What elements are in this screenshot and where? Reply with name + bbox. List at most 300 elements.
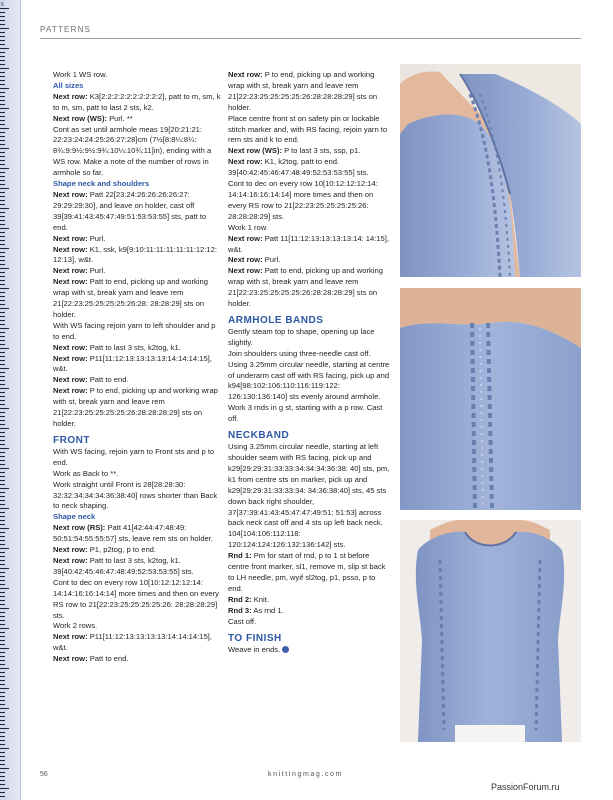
- ruler-tick: [0, 644, 5, 645]
- ruler-tick: [0, 452, 5, 453]
- row-label: Next row:: [228, 70, 263, 79]
- ruler-tick: [0, 468, 9, 469]
- ruler-tick: [0, 400, 5, 401]
- instruction-text: Work 1 WS row.: [53, 70, 108, 79]
- instruction-paragraph: [228, 327, 390, 349]
- ruler-tick: [0, 560, 5, 561]
- instruction-text: Patt to end.: [87, 375, 129, 385]
- ruler-tick: [0, 372, 5, 373]
- photo-shoulder-image: [400, 64, 581, 277]
- ruler-tick: [0, 336, 5, 337]
- ruler-tick: [0, 236, 5, 237]
- ruler-tick: [0, 444, 5, 445]
- ruler-tick: [0, 124, 5, 125]
- ruler-tick: [0, 448, 9, 449]
- instruction-paragraph: [53, 70, 221, 81]
- ruler-tick: [0, 588, 9, 589]
- ruler-tick: [0, 612, 5, 613]
- text-column-left: [53, 70, 221, 665]
- instruction-paragraph: [53, 321, 221, 343]
- ruler-tick: [0, 340, 5, 341]
- ruler-tick: [0, 620, 5, 621]
- instruction-text: TO FINISH: [228, 632, 282, 644]
- instruction-paragraph: [228, 551, 390, 595]
- ruler-tick: [0, 416, 5, 417]
- instruction-paragraph: [228, 360, 390, 404]
- ruler-tick: [0, 368, 9, 369]
- instruction-text: Purl.: [87, 266, 106, 276]
- ruler-tick: [0, 152, 5, 153]
- ruler-tick: [0, 640, 5, 641]
- ruler-tick: [0, 596, 5, 597]
- instruction-text: Patt 41[42:44:47:48:49: 50:51:54:55:55:57] sts, leave rem sts on holder.: [53, 523, 213, 544]
- ruler-tick: [0, 96, 5, 97]
- instruction-text: Purl.: [87, 233, 106, 243]
- ruler-tick: [0, 728, 9, 729]
- instruction-text: Work straight until Front is 28[28:28:30: 32:32:34:34:34:36:38:40] rows shorter than Back to neck shaping.: [53, 479, 218, 511]
- ruler-tick: [0, 548, 9, 549]
- ruler-tick: [0, 84, 5, 85]
- instruction-text: K1, k2tog, patt to end. 39[40:42:45:46:47:48:49:52:53:53:55] sts.: [228, 157, 369, 178]
- ruler-tick: [0, 520, 5, 521]
- ruler-tick: [0, 176, 5, 177]
- ruler-tick: [0, 404, 5, 405]
- ruler-tick: [0, 692, 5, 693]
- ruler-tick: [0, 684, 5, 685]
- ruler-tick: [0, 100, 5, 101]
- instruction-paragraph: [53, 621, 221, 632]
- ruler-tick: [0, 204, 5, 205]
- instruction-text: Using 3.25mm circular needle, starting at centre of underarm cast off with RS facing, pick up and k94[98:102:106:110:116:119:122: 126:130:136:140] sts evenly around armhole.: [228, 359, 390, 402]
- ruler-tick: [0, 48, 9, 49]
- instruction-text: Purl. **: [107, 113, 133, 123]
- instruction-paragraph: [53, 375, 221, 386]
- row-label: Next row:: [53, 244, 88, 254]
- instruction-paragraph: [228, 606, 390, 617]
- ruler-tick: [0, 172, 5, 173]
- instruction-paragraph: [228, 442, 390, 551]
- ruler-tick: [0, 36, 5, 37]
- instruction-text: FRONT: [53, 434, 90, 446]
- row-label: Next row:: [53, 342, 88, 352]
- ruler-tick: [0, 12, 5, 13]
- instruction-paragraph: [228, 255, 390, 266]
- instruction-paragraph: [228, 617, 390, 628]
- row-label: Next row:: [53, 353, 88, 363]
- ruler-tick: [0, 312, 5, 313]
- ruler-tick: [0, 380, 5, 381]
- ruler-tick: [0, 216, 5, 217]
- instruction-text: Patt to last 3 sts, k2tog, k1.: [87, 342, 181, 352]
- page-number: 56: [40, 771, 48, 778]
- instruction-text: Purl.: [262, 255, 281, 265]
- ruler-tick: [0, 488, 9, 489]
- ruler-tick: [0, 252, 5, 253]
- ruler-tick: [0, 164, 5, 165]
- ruler-tick: [0, 240, 5, 241]
- instruction-paragraph: [53, 114, 221, 125]
- ruler-tick: [0, 784, 5, 785]
- ruler-tick: [0, 516, 5, 517]
- ruler-tick: [0, 276, 5, 277]
- instruction-paragraph: [228, 403, 390, 425]
- ruler-tick: [0, 356, 5, 357]
- row-label: Rnd 1:: [228, 551, 252, 561]
- instruction-paragraph: [53, 386, 221, 430]
- instruction-text: ARMHOLE BANDS: [228, 314, 324, 326]
- instruction-paragraph: [53, 556, 221, 578]
- instruction-paragraph: [53, 190, 221, 234]
- instruction-text: Place centre front st on safety pin or lockable stitch marker and, with RS facing, rejoin yarn to rem sts and k to end.: [228, 113, 388, 145]
- section-heading: [228, 314, 390, 327]
- instruction-text: Gently steam top to shape, opening up lace slightly.: [228, 326, 375, 347]
- ruler-tick: [0, 208, 9, 209]
- ruler-tick: [0, 440, 5, 441]
- ruler-tick: [0, 56, 5, 57]
- footer-site: knittingmag.com: [268, 771, 343, 778]
- row-label: Next row:: [53, 91, 88, 101]
- ruler-tick: [0, 28, 9, 29]
- instruction-paragraph: [53, 92, 221, 114]
- watermark: PassionForum.ru: [491, 782, 560, 792]
- ruler-tick: [0, 604, 5, 605]
- ruler-tick: [0, 772, 5, 773]
- row-label: Next row:: [228, 266, 263, 276]
- ruler-tick: [0, 584, 5, 585]
- ruler-tick: [0, 140, 5, 141]
- ruler-tick: [0, 260, 5, 261]
- ruler-tick: [0, 768, 9, 769]
- instruction-text: Using 3.25mm circular needle, starting at left shoulder seam with RS facing, pick up and k29[29:29:31:33:33:34:34:34:36:38: 40] sts, pm, k1 from centre sts on marker, pick up and k29[29:29:31:33:33:34: 34:36:38:40] sts, 45 sts down back right shoulder, 37[37:39:41:43:45:47:47:49:51: 51:53] across back neck cast off and 4 sts up left back neck. 104[104:106:112:118: 120:124:124:126:132:136:142] sts.: [228, 442, 390, 550]
- ruler-tick: [0, 716, 5, 717]
- instruction-paragraph: [228, 179, 390, 223]
- ruler-tick: [0, 708, 9, 709]
- row-label: Next row (RS):: [53, 523, 106, 533]
- instruction-paragraph: [228, 266, 390, 310]
- ruler-tick: [0, 524, 5, 525]
- instruction-text: Patt to end, picking up and working wrap with st, break yarn and leave rem 21[22:23:25:25:25:25:26:28:28:28:29] sts on holder.: [228, 266, 383, 309]
- ruler-tick: [0, 780, 5, 781]
- row-label: Next row:: [53, 189, 88, 199]
- ruler-tick: [0, 88, 9, 89]
- ruler-tick: [0, 608, 9, 609]
- ruler-tick: [0, 412, 5, 413]
- section-heading: [228, 632, 390, 645]
- ruler-tick: [0, 92, 5, 93]
- instruction-paragraph: [228, 70, 390, 114]
- ruler-tick: [0, 756, 5, 757]
- instruction-text: Shape neck and shoulders: [53, 179, 150, 189]
- instruction-text: Work 3 rnds in g st, starting with a p row. Cast off.: [228, 403, 383, 424]
- ruler-tick: [0, 328, 9, 329]
- instruction-text: Cont as set until armhole meas 19[20:21:21: 22:23:24:24:25:26:27:28]cm (7½[8:8¼:8¼: 8¾:9:9½:9½:9¾:10¼:10¾:11]in), ending with a WS row. Make a note of the number of rows in armhole so far.: [53, 124, 212, 178]
- ruler-tick: [0, 420, 5, 421]
- ruler-tick: [0, 40, 5, 41]
- instruction-text: NECKBAND: [228, 430, 290, 442]
- instruction-text: Weave in ends.: [228, 644, 281, 654]
- ruler-tick: [0, 744, 5, 745]
- ruler-tick: [0, 796, 5, 797]
- ruler-tick: [0, 376, 5, 377]
- ruler-tick: [0, 732, 5, 733]
- section-heading: [53, 179, 221, 190]
- ruler-tick: [0, 44, 5, 45]
- ruler-tick: [0, 428, 9, 429]
- ruler-tick: [0, 168, 9, 169]
- ruler-tick: [0, 120, 5, 121]
- ruler-tick: [0, 624, 5, 625]
- ruler-tick: [0, 80, 5, 81]
- ruler-tick: [0, 668, 9, 669]
- instruction-paragraph: [53, 277, 221, 321]
- ruler-tick: [0, 580, 5, 581]
- row-label: Next row:: [53, 545, 88, 555]
- instruction-paragraph: [228, 234, 390, 256]
- instruction-text: Cont to dec on every row 10[10:12:12:12:14: 14:14:16:16:14:14] more times and then on every RS row to 21[22:23:25:25:25:25:26: 28:28:28:29] sts.: [53, 577, 219, 620]
- instruction-text: P1, p2tog, p to end.: [87, 545, 157, 555]
- ruler-tick: [0, 752, 5, 753]
- instruction-text: P to last 3 sts, ssp, p1.: [282, 146, 361, 156]
- ruler-tick: [0, 320, 5, 321]
- ruler-tick: [0, 748, 9, 749]
- ruler-tick: [0, 280, 5, 281]
- ruler-tick: [0, 408, 9, 409]
- ruler-tick: [0, 228, 9, 229]
- ruler-tick: [0, 304, 5, 305]
- section-heading: [53, 434, 221, 447]
- ruler-tick: [0, 332, 5, 333]
- ruler-tick: [0, 324, 5, 325]
- section-heading: [228, 429, 390, 442]
- instruction-paragraph: [53, 266, 221, 277]
- ruler-tick: [0, 256, 5, 257]
- ruler-tick: [0, 480, 5, 481]
- ruler-tick: [0, 512, 5, 513]
- ruler-tick: [0, 296, 5, 297]
- ruler-tick: [0, 736, 5, 737]
- ruler-tick: [0, 680, 5, 681]
- instruction-paragraph: [228, 157, 390, 179]
- ruler-tick: [0, 672, 5, 673]
- row-label: Next row:: [53, 375, 88, 385]
- ruler-tick: [0, 180, 5, 181]
- ruler-tick: [0, 720, 5, 721]
- ruler-tick: [0, 544, 5, 545]
- header-divider: [40, 38, 581, 39]
- instruction-paragraph: [53, 469, 221, 480]
- instruction-text: Patt to end, picking up and working wrap with st, break yarn and leave rem 21[22:23:25:25:25:25:26:28: 28:28:29] sts on holder.: [53, 277, 208, 319]
- ruler-number: 5: [1, 2, 4, 8]
- ruler-tick: [0, 688, 9, 689]
- ruler-tick: [0, 700, 5, 701]
- ruler-tick: [0, 656, 5, 657]
- ruler-tick: [0, 68, 9, 69]
- instruction-paragraph: [53, 545, 221, 556]
- ruler-tick: [0, 52, 5, 53]
- ruler-tick: [0, 284, 5, 285]
- ruler-tick: [0, 220, 5, 221]
- ruler-tick: [0, 72, 5, 73]
- ruler-tick: [0, 616, 5, 617]
- ruler-tick: [0, 696, 5, 697]
- instruction-paragraph: [228, 146, 390, 157]
- ruler-tick: [0, 212, 5, 213]
- ruler-tick: [0, 24, 5, 25]
- ruler-tick: [0, 16, 5, 17]
- ruler-tick: [0, 552, 5, 553]
- instruction-text: P11[11:12:13:13:13:13:14:14:14:15], w&t.: [53, 632, 212, 653]
- ruler-tick: [0, 572, 5, 573]
- instruction-paragraph: [53, 523, 221, 545]
- row-label: Rnd 2:: [228, 594, 252, 604]
- ruler-tick: [0, 200, 5, 201]
- ruler-tick: [0, 344, 5, 345]
- row-label: Next row:: [228, 255, 263, 265]
- ruler-tick: [0, 248, 9, 249]
- instruction-paragraph: [228, 114, 390, 147]
- ruler-tick: [0, 136, 5, 137]
- ruler-tick: [0, 364, 5, 365]
- ruler-tick: [0, 460, 5, 461]
- ruler-tick: [0, 456, 5, 457]
- instruction-text: With WS facing rejoin yarn to left shoulder and p to end.: [53, 320, 216, 341]
- ruler-tick: [0, 196, 5, 197]
- ruler-tick: [0, 76, 5, 77]
- row-label: Next row:: [53, 654, 88, 664]
- photo-full-front: [400, 520, 581, 742]
- ruler-tick: [0, 712, 5, 713]
- row-label: Rnd 3:: [228, 605, 252, 615]
- instruction-paragraph: [228, 349, 390, 360]
- ruler-tick: [0, 148, 9, 149]
- instruction-text: As rnd 1.: [251, 605, 284, 615]
- ruler-tick: [0, 592, 5, 593]
- ruler: [0, 0, 21, 800]
- ruler-tick: [0, 8, 9, 9]
- instruction-paragraph: [228, 645, 390, 656]
- instruction-paragraph: [53, 480, 221, 513]
- row-label: Next row (WS):: [53, 113, 107, 123]
- ruler-tick: [0, 128, 9, 129]
- ruler-tick: [0, 132, 5, 133]
- ruler-tick: [0, 628, 9, 629]
- section-label: PATTERNS: [40, 25, 92, 34]
- row-label: Next row (WS):: [228, 146, 282, 156]
- instruction-text: All sizes: [53, 80, 84, 90]
- ruler-tick: [0, 496, 5, 497]
- ruler-tick: [0, 268, 9, 269]
- row-label: Next row:: [228, 233, 263, 243]
- ruler-tick: [0, 244, 5, 245]
- ruler-tick: [0, 532, 5, 533]
- ruler-tick: [0, 528, 9, 529]
- photo-back-image: [400, 288, 581, 510]
- ruler-tick: [0, 300, 5, 301]
- ruler-tick: [0, 316, 5, 317]
- ruler-tick: [0, 108, 9, 109]
- ruler-tick: [0, 472, 5, 473]
- instruction-text: P11[11:12:13:13:13:13:14:14:14:15], w&t.: [53, 353, 212, 374]
- instruction-text: Work 1 row.: [228, 222, 268, 232]
- instruction-text: Work as Back to **.: [53, 468, 119, 478]
- row-label: Next row:: [228, 157, 263, 167]
- instruction-text: Join shoulders using three-needle cast off.: [228, 348, 371, 358]
- ruler-tick: [0, 484, 5, 485]
- ruler-tick: [0, 760, 5, 761]
- ruler-tick: [0, 352, 5, 353]
- ruler-tick: [0, 676, 5, 677]
- instruction-paragraph: [53, 245, 221, 267]
- ruler-tick: [0, 112, 5, 113]
- ruler-tick: [0, 396, 5, 397]
- ruler-tick: [0, 492, 5, 493]
- instruction-paragraph: [228, 223, 390, 234]
- ruler-tick: [0, 636, 5, 637]
- instruction-paragraph: [53, 447, 221, 469]
- instruction-paragraph: [53, 343, 221, 354]
- ruler-tick: [0, 600, 5, 601]
- instruction-text: Work 2 rows.: [53, 621, 98, 631]
- ruler-tick: [0, 724, 5, 725]
- ruler-tick: [0, 104, 5, 105]
- instruction-text: Shape neck: [53, 512, 96, 522]
- ruler-tick: [0, 272, 5, 273]
- ruler-tick: [0, 436, 5, 437]
- ruler-tick: [0, 64, 5, 65]
- ruler-tick: [0, 232, 5, 233]
- ruler-tick: [0, 704, 5, 705]
- instruction-text: P to end, picking up and working wrap with st, break yarn and leave rem 21[22:23:25:25:25:25:26:28:28:28:29] sts on holder.: [228, 70, 378, 112]
- ruler-tick: [0, 384, 5, 385]
- row-label: Next row:: [53, 386, 88, 396]
- ruler-tick: [0, 32, 5, 33]
- instruction-text: K1, ssk, k9[9:10:11:11:11:11:11:12:12: 12:13], w&t.: [53, 244, 217, 265]
- ruler-tick: [0, 288, 9, 289]
- ruler-tick: [0, 184, 5, 185]
- ruler-tick: [0, 264, 5, 265]
- ruler-tick: [0, 388, 9, 389]
- ruler-tick: [0, 576, 5, 577]
- instruction-paragraph: [53, 125, 221, 180]
- row-label: Next row:: [53, 233, 88, 243]
- ruler-tick: [0, 116, 5, 117]
- ruler-tick: [0, 432, 5, 433]
- ruler-tick: [0, 540, 5, 541]
- instruction-paragraph: [53, 632, 221, 654]
- instruction-text: Patt 22[23:24:26:26:26:26:27: 29:29:29:30], and leave on holder, cast off 39[39:41:43:45:47:49:51:53:53:55] sts, patt to end.: [53, 189, 207, 232]
- ruler-tick: [0, 792, 5, 793]
- row-label: Next row:: [53, 555, 88, 565]
- ruler-tick: [0, 392, 5, 393]
- ruler-tick: [0, 508, 9, 509]
- instruction-paragraph: [228, 595, 390, 606]
- ruler-tick: [0, 504, 5, 505]
- instruction-paragraph: [53, 654, 221, 665]
- ruler-tick: [0, 564, 5, 565]
- ruler-tick: [0, 652, 5, 653]
- instruction-text: With WS facing, rejoin yarn to Front sts and p to end.: [53, 446, 215, 467]
- photo-front-image: [400, 520, 581, 742]
- ruler-tick: [0, 192, 5, 193]
- ruler-tick: [0, 664, 5, 665]
- ruler-tick: [0, 764, 5, 765]
- ruler-tick: [0, 360, 5, 361]
- ruler-tick: [0, 60, 5, 61]
- ruler-tick: [0, 20, 5, 21]
- ruler-tick: [0, 536, 5, 537]
- ruler-tick: [0, 740, 5, 741]
- instruction-text: P to end, picking up and working wrap with st, break yarn and leave rem 21[22:23:25:25:25:25:26:28:28:28:29] sts on holder.: [53, 386, 218, 428]
